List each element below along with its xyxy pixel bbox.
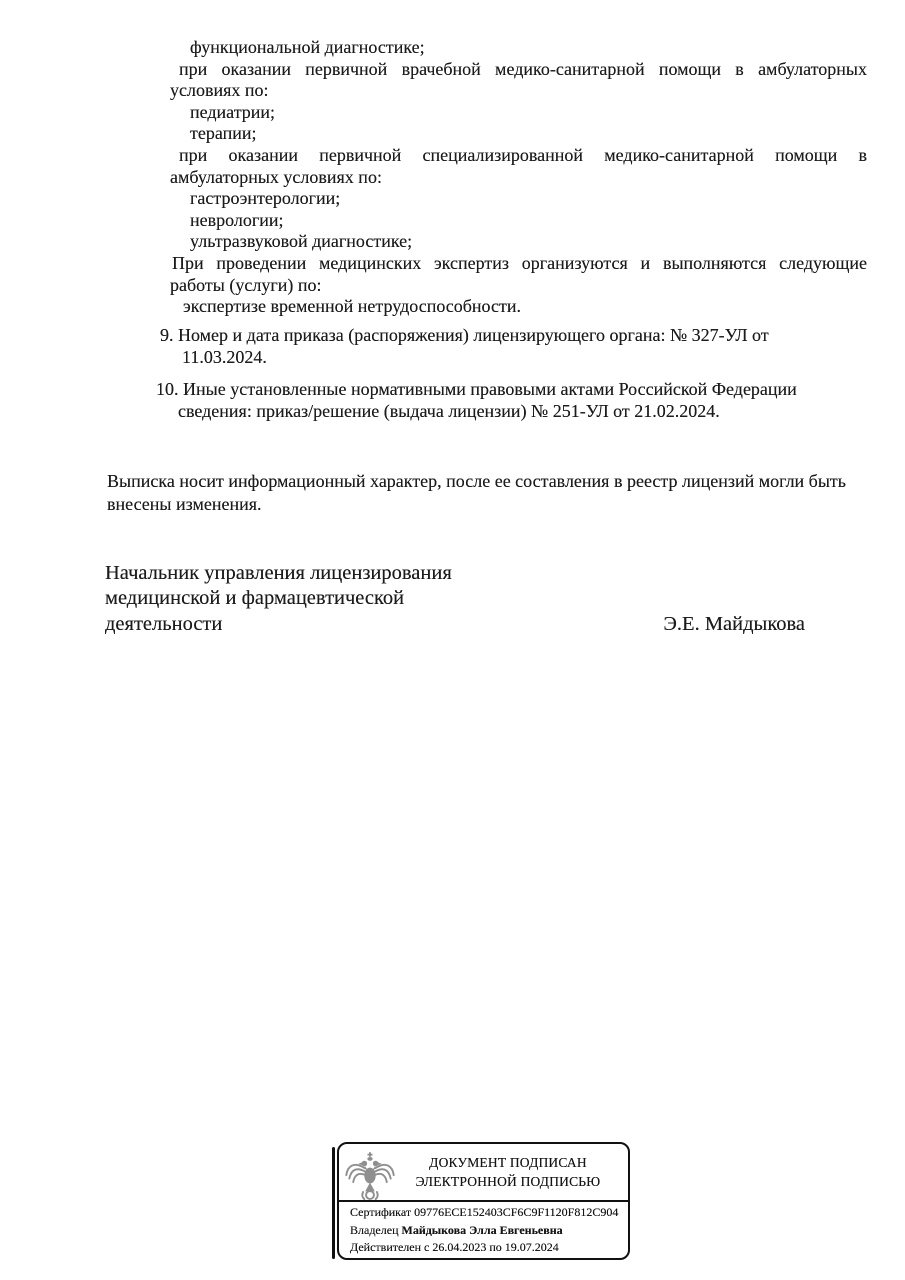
- list-item-10: [156, 379, 862, 422]
- stamp-info: [339, 1200, 628, 1257]
- stamp-title: [396, 1149, 620, 1191]
- license-activities-text: [170, 37, 867, 318]
- signature-block: [105, 561, 805, 637]
- list-item-9: [160, 325, 862, 368]
- certificate-value: 09776ECE152403CF6C9F1120F812C904: [414, 1205, 619, 1219]
- owner-label: Владелец: [350, 1222, 399, 1237]
- text-line: сведения: приказ/решение (выдача лицензии) № 251-УЛ от 21.02.2024.: [178, 400, 720, 421]
- text-line: Выписка носит информационный характер, после ее составления в реестр лицензий могли быть: [107, 471, 847, 491]
- stamp-title-line: ДОКУМЕНТ ПОДПИСАН: [429, 1155, 587, 1170]
- text-line: медицинской и фармацевтической: [105, 587, 405, 610]
- text-line: При проведении медицинских экспертиз организуются и выполняются следующие: [172, 252, 867, 273]
- text-line: неврологии;: [190, 209, 284, 230]
- stamp-header: [339, 1144, 628, 1201]
- text-line: работы (услуги) по:: [170, 274, 322, 295]
- text-line: при оказании первичной врачебной медико-санитарной помощи в амбулаторных: [179, 58, 867, 79]
- text-line: 11.03.2024.: [182, 346, 267, 367]
- text-line: амбулаторных условиях по:: [170, 166, 382, 187]
- owner-line: [350, 1222, 620, 1240]
- numbered-items: [156, 325, 862, 422]
- informational-note: [107, 470, 867, 516]
- text-line: функциональной диагностике;: [190, 37, 425, 57]
- certificate-line: [350, 1204, 620, 1222]
- owner-name: Майдыкова Элла Евгеньевна: [401, 1222, 563, 1237]
- certificate-label: Сертификат: [350, 1205, 412, 1219]
- signer-position: [105, 561, 452, 637]
- text-line: гастроэнтерологии;: [190, 188, 341, 209]
- text-line: деятельности: [105, 612, 223, 635]
- text-line: 10. Иные установленные нормативными правовыми актами Российской Федерации: [156, 379, 797, 400]
- text-line: при оказании первичной специализированной медико-санитарной помощи в: [179, 144, 867, 165]
- text-line: Начальник управления лицензирования: [105, 562, 452, 584]
- validity-line: Действителен с 26.04.2023 по 19.07.2024: [350, 1240, 559, 1254]
- text-line: ультразвуковой диагностике;: [190, 231, 413, 252]
- text-line: экспертизе временной нетрудоспособности.: [183, 296, 521, 317]
- text-line: 9. Номер и дата приказа (распоряжения) лицензирующего органа: № 327-УЛ от: [160, 325, 769, 345]
- signer-name: Э.Е. Майдыкова: [663, 612, 805, 635]
- text-line: внесены изменения.: [107, 494, 262, 514]
- text-line: терапии;: [190, 123, 257, 144]
- stamp-title-line: ЭЛЕКТРОННОЙ ПОДПИСЬЮ: [415, 1173, 601, 1189]
- text-line: условиях по:: [170, 80, 269, 101]
- text-line: педиатрии;: [190, 101, 276, 122]
- electronic-signature-stamp: [337, 1142, 630, 1260]
- double-headed-eagle-icon: [344, 1151, 396, 1201]
